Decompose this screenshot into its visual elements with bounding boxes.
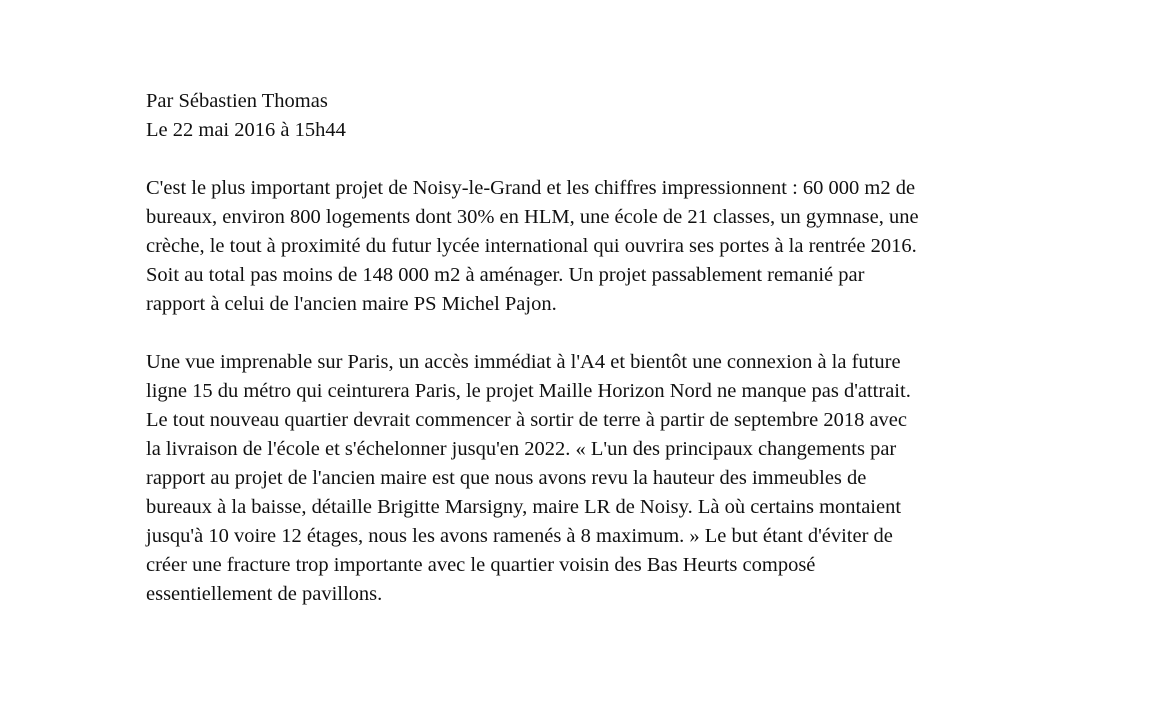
text-line: rapport au projet de l'ancien maire est que nous avons revu la hauteur des immeubles de <box>146 467 867 489</box>
document-page <box>146 87 1106 638</box>
text-line: créer une fracture trop importante avec le quartier voisin des Bas Heurts composé <box>146 554 816 576</box>
text-line: C'est le plus important projet de Noisy-le-Grand et les chiffres impressionnent : 60 000 m2 de <box>146 177 916 199</box>
text-line: Une vue imprenable sur Paris, un accès immédiat à l'A4 et bientôt une connexion à la future <box>146 351 901 373</box>
text-line: bureaux, environ 800 logements dont 30% en HLM, une école de 21 classes, un gymnase, une <box>146 206 919 228</box>
text-line: Le tout nouveau quartier devrait commencer à sortir de terre à partir de septembre 2018 avec <box>146 409 908 431</box>
publication-date: Le 22 mai 2016 à 15h44 <box>146 119 346 141</box>
text-line: essentiellement de pavillons. <box>146 583 383 605</box>
text-line: ligne 15 du métro qui ceinturera Paris, le projet Maille Horizon Nord ne manque pas d'attrait. <box>146 380 911 402</box>
text-line: la livraison de l'école et s'échelonner jusqu'en 2022. « L'un des principaux changements par <box>146 438 897 460</box>
text-line: rapport à celui de l'ancien maire PS Michel Pajon. <box>146 293 557 315</box>
paragraph-2 <box>146 348 1106 609</box>
text-line: crèche, le tout à proximité du futur lycée international qui ouvrira ses portes à la rentrée 2016. <box>146 235 917 257</box>
text-line: jusqu'à 10 voire 12 étages, nous les avons ramenés à 8 maximum. » Le but étant d'éviter de <box>146 525 893 547</box>
paragraph-1 <box>146 174 1106 319</box>
text-line: bureaux à la baisse, détaille Brigitte Marsigny, maire LR de Noisy. Là où certains montaient <box>146 496 902 518</box>
author-byline: Par Sébastien Thomas <box>146 90 328 112</box>
text-line: Soit au total pas moins de 148 000 m2 à aménager. Un projet passablement remanié par <box>146 264 865 286</box>
